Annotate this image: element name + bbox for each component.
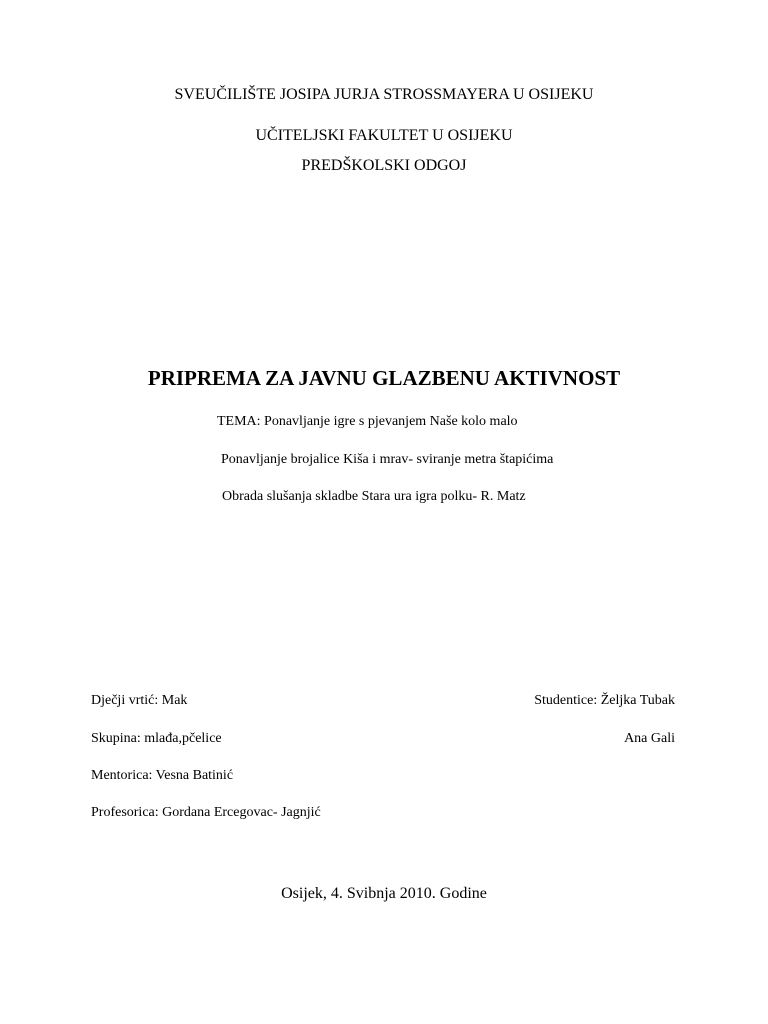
document-title: PRIPREMA ZA JAVNU GLAZBENU AKTIVNOST [147,366,621,390]
students-line: Studentice: Željka Tubak [534,693,675,708]
topic-line-1: TEMA: Ponavljanje igre s pjevanjem Naše kolo malo [217,414,518,429]
student-second-name: Ana Gali [624,731,675,746]
university-name: SVEUČILIŠTE JOSIPA JURJA STROSSMAYERA U OSIJEKU [174,86,594,103]
professor-line: Profesorica: Gordana Ercegovac- Jagnjić [91,805,321,820]
kindergarten-line: Dječji vrtić: Mak [91,693,188,708]
topic-line-3: Obrada slušanja skladbe Stara ura igra polku- R. Matz [222,489,526,504]
place-date-line: Osijek, 4. Svibnja 2010. Godine [281,885,487,902]
mentor-line: Mentorica: Vesna Batinić [91,768,234,783]
group-line: Skupina: mlađa,pčelice [91,731,222,746]
faculty-name: UČITELJSKI FAKULTET U OSIJEKU [255,127,513,144]
topic-line-2: Ponavljanje brojalice Kiša i mrav- sviranje metra štapićima [221,452,554,467]
department-name: PREDŠKOLSKI ODGOJ [301,157,467,174]
